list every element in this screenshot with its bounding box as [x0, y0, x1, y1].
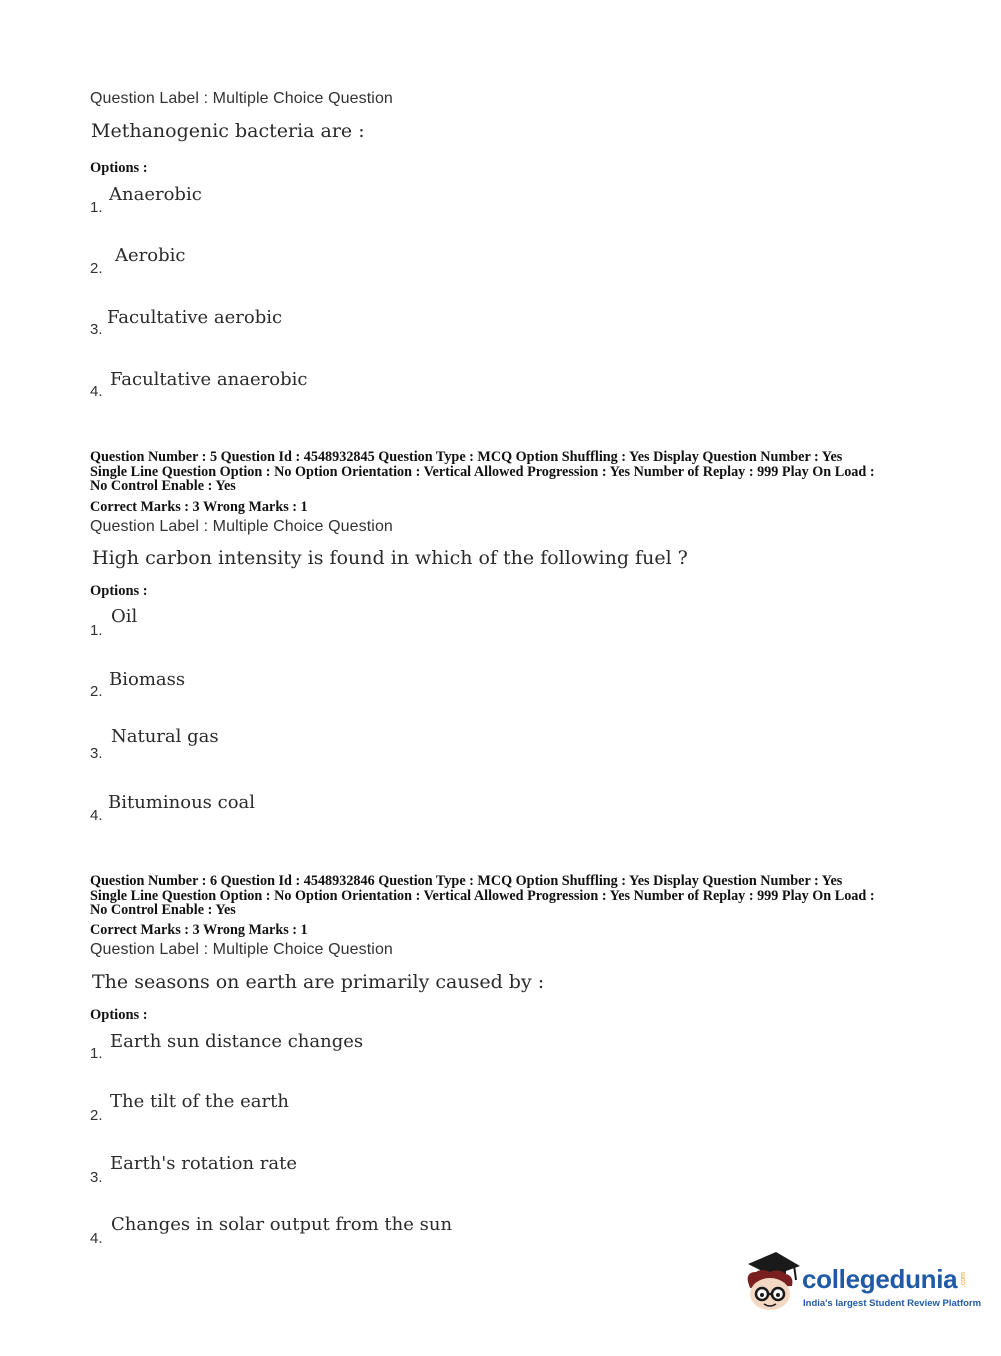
- option-text: Earth's rotation rate: [110, 1153, 297, 1174]
- question-4-text: Methanogenic bacteria are :: [91, 120, 365, 142]
- option-number: 2.: [90, 1107, 103, 1124]
- collegedunia-logo: [742, 1250, 982, 1320]
- option-text: Biomass: [109, 669, 186, 690]
- option-text: Oil: [111, 606, 138, 627]
- question-6-meta: [90, 874, 875, 918]
- question-6-label: Question Label : Multiple Choice Question: [90, 941, 393, 958]
- option-number: 3.: [90, 745, 103, 762]
- option-text: Natural gas: [111, 726, 219, 747]
- logo-tagline: India's largest Student Review Platform: [803, 1298, 982, 1309]
- question-5-text: High carbon intensity is found in which of the following fuel ?: [92, 547, 688, 569]
- question-5-meta: [90, 450, 875, 494]
- option-text: Earth sun distance changes: [110, 1031, 364, 1052]
- option-text: The tilt of the earth: [110, 1091, 289, 1112]
- option-number: 3.: [90, 1169, 103, 1186]
- option-text: Anaerobic: [109, 184, 202, 205]
- option-text: Bituminous coal: [108, 792, 256, 813]
- logo-wordmark: collegedunia: [802, 1264, 958, 1294]
- question-6-options-heading: Options :: [90, 1007, 148, 1023]
- question-5-marks: Correct Marks : 3 Wrong Marks : 1: [90, 499, 308, 515]
- question-4-options-heading: Options :: [90, 160, 148, 176]
- option-number: 4.: [90, 807, 103, 824]
- option-number: 4.: [90, 1230, 103, 1247]
- option-text: Aerobic: [115, 245, 186, 266]
- meta-line: Question Number : 6 Question Id : 4548932846 Question Type : MCQ Option Shuffling : Yes Display Question Number : Yes: [90, 873, 843, 889]
- option-number: 3.: [90, 321, 103, 338]
- option-text: Facultative anaerobic: [110, 369, 308, 390]
- question-6-marks: Correct Marks : 3 Wrong Marks : 1: [90, 922, 308, 938]
- meta-line: Question Number : 5 Question Id : 4548932845 Question Type : MCQ Option Shuffling : Yes Display Question Number : Yes: [90, 449, 843, 465]
- question-6-text: The seasons on earth are primarily caused by :: [92, 971, 545, 993]
- option-number: 1.: [90, 199, 103, 216]
- meta-line: Single Line Question Option : No Option Orientation : Vertical Allowed Progression : Yes Number of Replay : 999 Play On Load :: [90, 463, 875, 480]
- option-number: 1.: [90, 622, 103, 639]
- option-number: 4.: [90, 383, 103, 400]
- meta-line: Single Line Question Option : No Option Orientation : Vertical Allowed Progression : Yes Number of Replay : 999 Play On Load :: [90, 887, 875, 904]
- logo-dotcom: .com: [960, 1272, 967, 1288]
- option-number: 1.: [90, 1045, 103, 1062]
- question-5-label: Question Label : Multiple Choice Question: [90, 518, 393, 535]
- option-text: Changes in solar output from the sun: [111, 1214, 453, 1235]
- option-text: Facultative aerobic: [107, 307, 283, 328]
- graduate-mascot-icon: [742, 1250, 802, 1316]
- option-number: 2.: [90, 683, 103, 700]
- meta-line: No Control Enable : Yes: [90, 478, 236, 495]
- question-5-options-heading: Options :: [90, 583, 148, 599]
- question-4-label: Question Label : Multiple Choice Question: [90, 90, 393, 107]
- meta-line: No Control Enable : Yes: [90, 902, 236, 919]
- option-number: 2.: [90, 260, 103, 277]
